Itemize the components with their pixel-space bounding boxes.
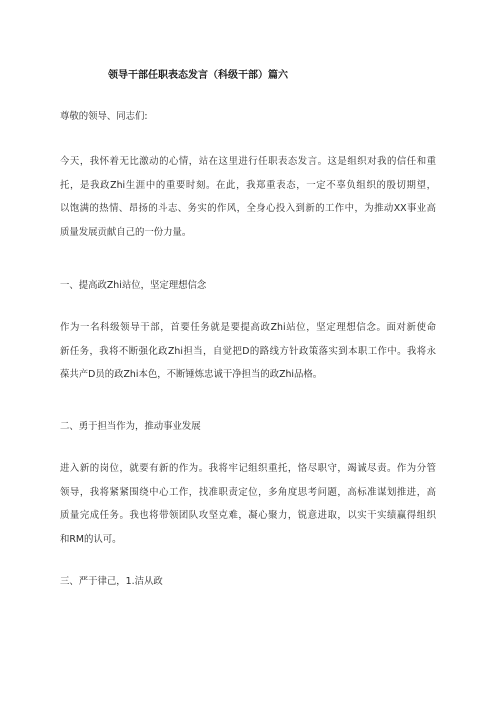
section-heading-2: 二、勇于担当作为，推动事业发展: [60, 421, 201, 432]
paragraph-intro: [60, 150, 436, 244]
greeting: 尊敬的领导、同志们:: [60, 111, 148, 122]
paragraph-line: 葆共产D员的政Zhi本色，不断锤炼忠诚干净担当的政Zhi品格。: [60, 369, 323, 380]
paragraph-line: 质量发展贡献自己的一份力量。: [60, 226, 192, 238]
paragraph-line: 新任务，我将不断强化政Zhi担当，自觉把D的路线方针政策落实到本职工作中。我将永: [60, 345, 436, 357]
section-heading-3: 三、严于律己，1.洁从政: [60, 576, 163, 587]
document-title: 领导干部任职表态发言（科级干部）篇六: [108, 70, 288, 81]
section-heading-1: 一、提高政Zhi站位，坚定理想信念: [60, 280, 207, 291]
paragraph-line: 以饱满的热情、昂扬的斗志、务实的作风，全身心投入到新的工作中，为推动XX事业高: [60, 203, 436, 214]
paragraph-line: 领导，我将紧紧围绕中心工作，找准职责定位，多角度思考问题，高标准谋划推进，高: [60, 486, 436, 498]
paragraph-line: 今天，我怀着无比激动的心情，站在这里进行任职表态发言。这是组织对我的信任和重: [60, 156, 436, 167]
paragraph-section-1: [60, 316, 436, 387]
paragraph-line: 进入新的岗位，就要有新的作为。我将牢记组织重托，恪尽职守，竭诚尽责。作为分管: [60, 463, 436, 474]
paragraph-line: 作为一名科级领导干部，首要任务就是要提高政Zhi站位，坚定理想信念。面对新使命: [60, 322, 436, 333]
paragraph-line: 质量完成任务。我也将带领团队攻坚克难，凝心聚力，锐意进取，以实干实绩赢得组织: [60, 510, 436, 521]
paragraph-line: 和RM的认可。: [60, 533, 122, 545]
paragraph-section-2: [60, 457, 436, 551]
paragraph-line: 托，是我政Zhi生涯中的重要时刻。在此，我郑重表态，一定不辜负组织的殷切期望，: [60, 179, 436, 191]
